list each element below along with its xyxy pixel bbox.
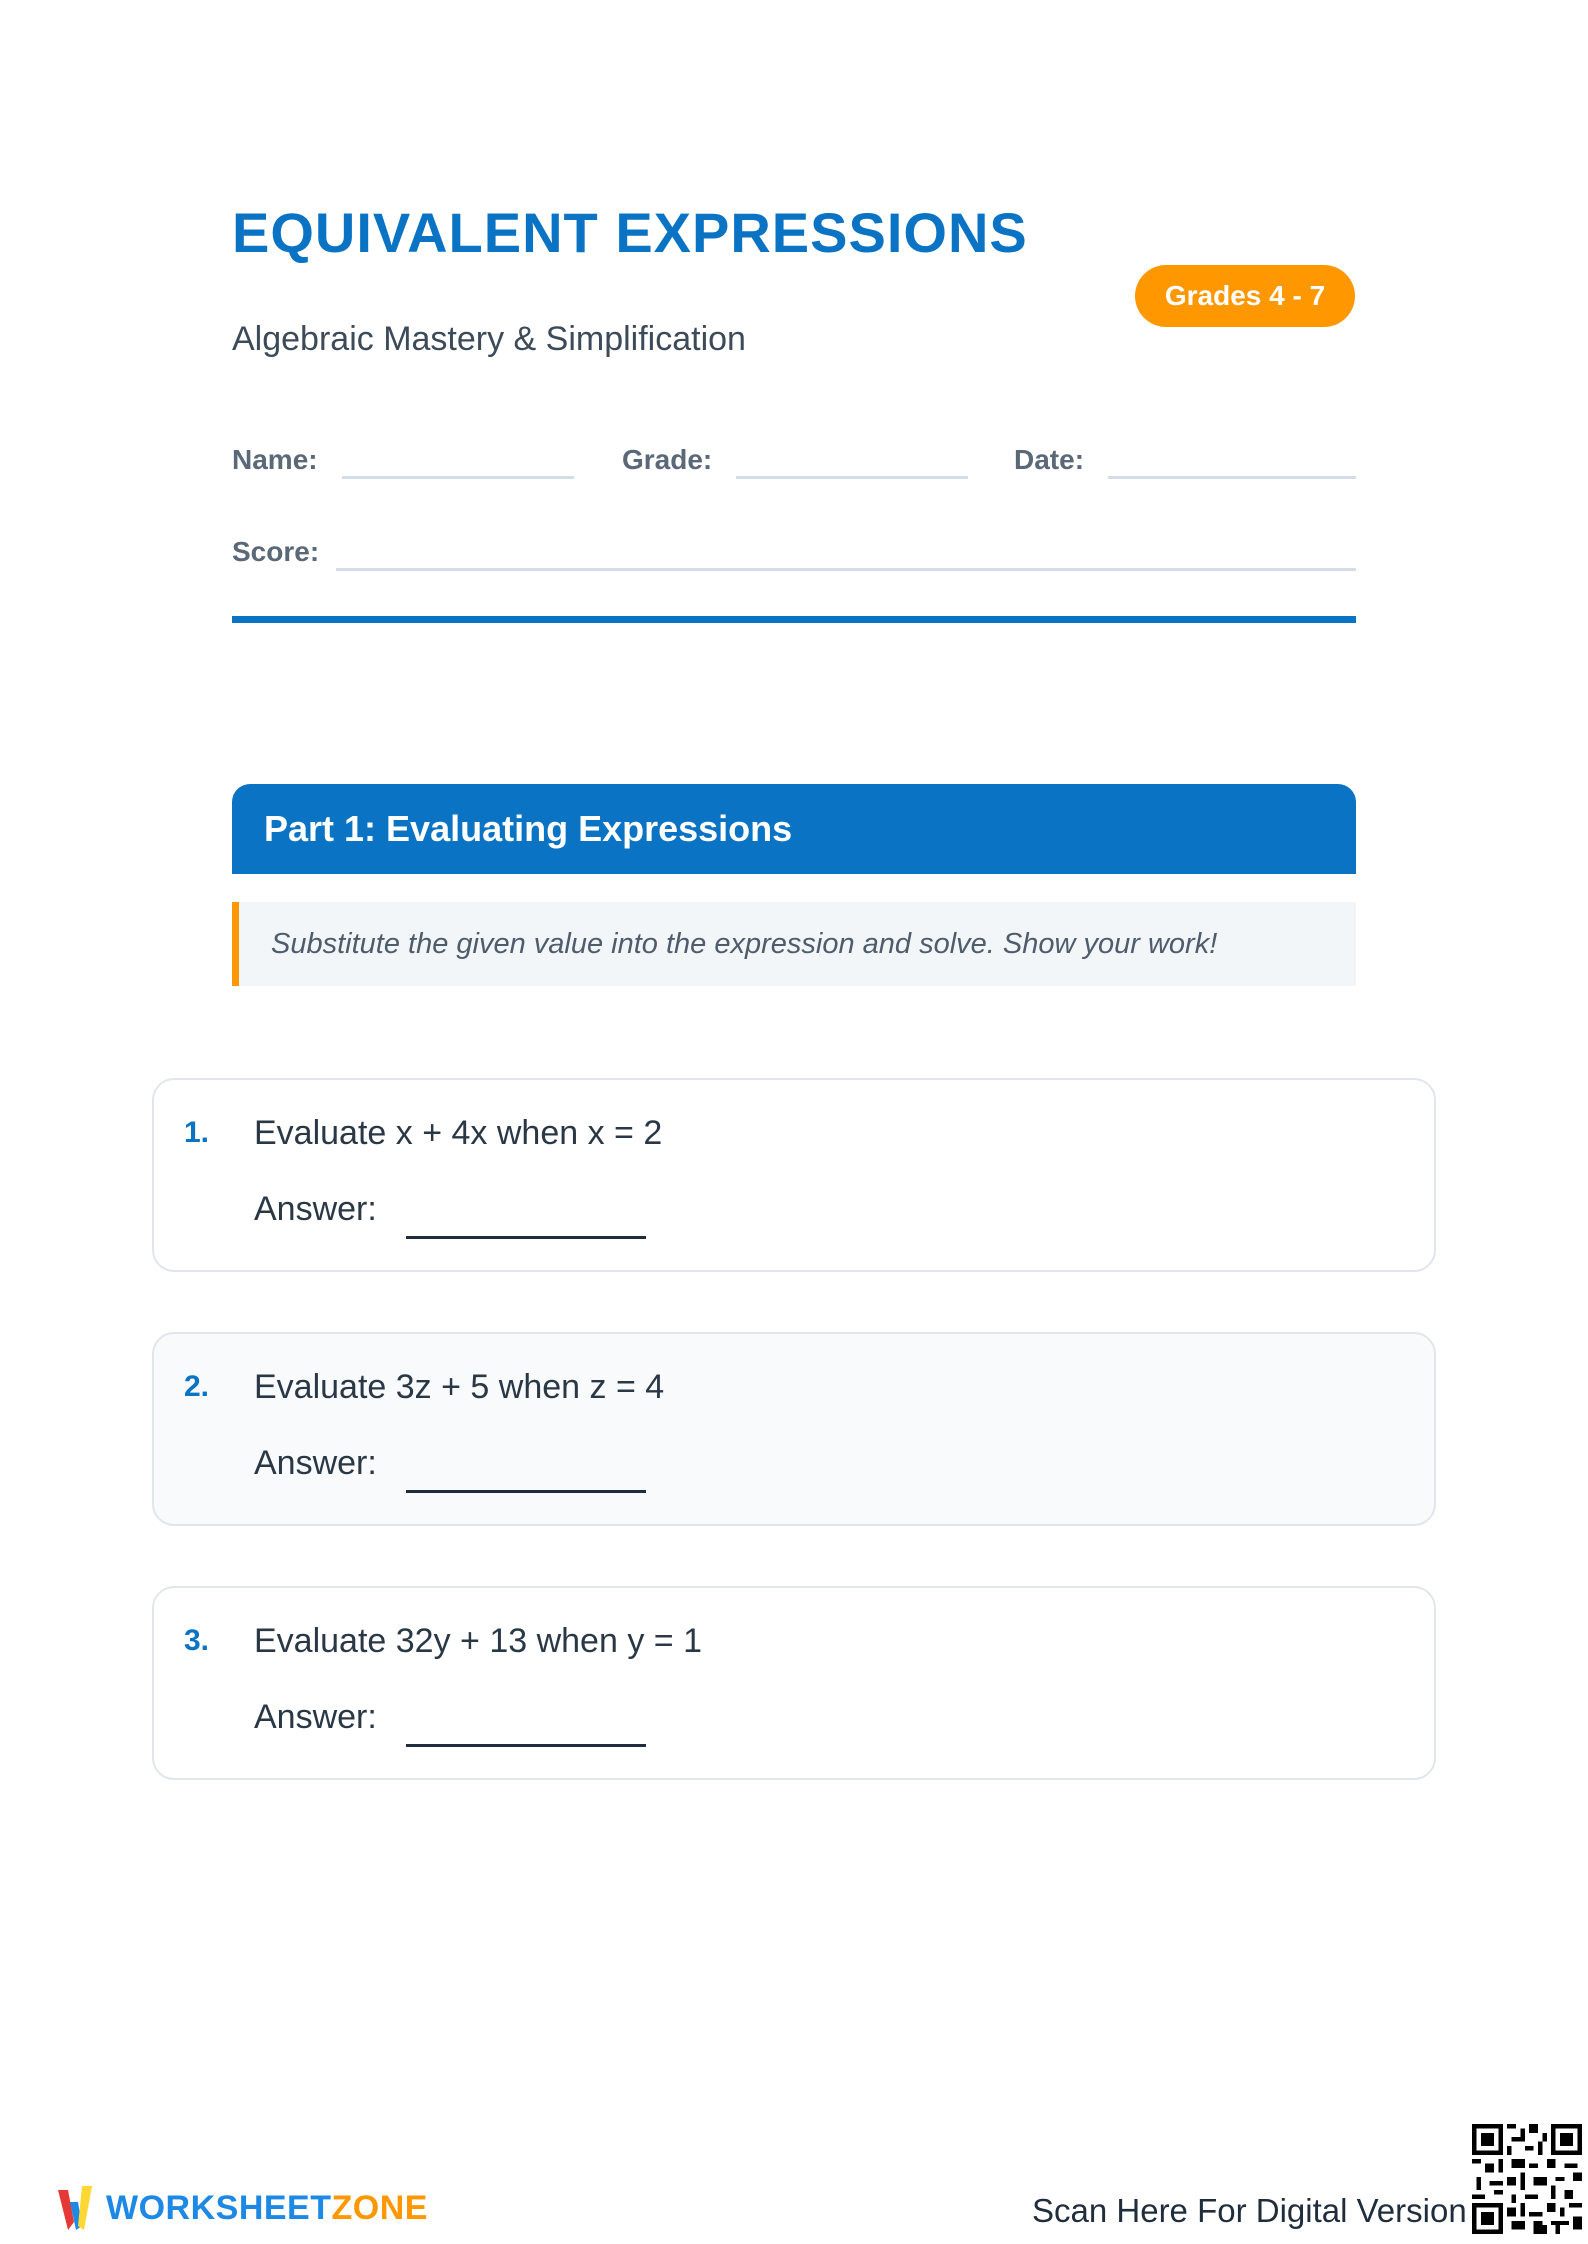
answer-blank-3[interactable] [406,1744,646,1747]
answer-label: Answer: [254,1190,377,1228]
qr-code-icon[interactable] [1472,2124,1582,2234]
question-card-2 [152,1332,1436,1526]
grade-field[interactable] [736,476,968,479]
logo-text-zone: ZONE [331,2188,428,2227]
part1-instructions [232,902,1356,986]
scan-caption: Scan Here For Digital Version [1032,2192,1467,2229]
question-number: 1. [184,1116,210,1149]
answer-label: Answer: [254,1444,377,1482]
grade-label: Grade: [622,444,713,475]
instructions-text: Substitute the given value into the expression and solve. Show your work! [271,927,1218,960]
answer-label: Answer: [254,1698,377,1736]
question-number: 3. [184,1624,210,1657]
worksheetzone-logo[interactable] [58,2182,428,2234]
page-subtitle: Algebraic Mastery & Simplification [232,320,746,358]
page-title: EQUIVALENT EXPRESSIONS [232,201,1028,264]
header-divider [232,616,1356,623]
logo-w-icon [58,2182,98,2234]
question-text: Evaluate 32y + 13 when y = 1 [254,1622,702,1660]
date-label: Date: [1014,444,1085,475]
part1-heading-text: Part 1: Evaluating Expressions [264,808,793,849]
question-text: Evaluate x + 4x when x = 2 [254,1114,663,1152]
part1-heading [232,784,1356,874]
answer-blank-2[interactable] [406,1490,646,1493]
question-text: Evaluate 3z + 5 when z = 4 [254,1368,665,1406]
logo-text-worksheet: WORKSHEET [106,2188,332,2227]
name-field[interactable] [342,476,574,479]
question-card-1 [152,1078,1436,1272]
grade-badge: Grades 4 - 7 [1135,265,1355,327]
score-label: Score: [232,536,320,567]
question-number: 2. [184,1370,210,1403]
date-field[interactable] [1108,476,1356,479]
question-card-3 [152,1586,1436,1780]
answer-blank-1[interactable] [406,1236,646,1239]
score-field[interactable] [336,568,1356,571]
name-label: Name: [232,444,318,475]
